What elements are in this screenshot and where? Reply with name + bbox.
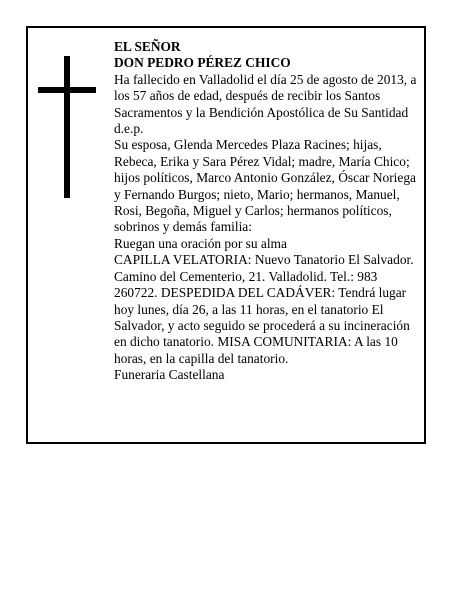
funeral-home: Funeraria Castellana — [114, 367, 225, 383]
notice-title-line1: EL SEÑOR — [114, 39, 181, 54]
latin-cross-icon — [38, 56, 96, 198]
family-list: Su esposa, Glenda Mercedes Plaza Racines; hijas, Rebeca, Erika y Sara Pérez Vidal; madre, María Chico; hijos políticos, Marco Antonio González, Óscar Noriega y Fernando Burgos; nieto, Mario; hermanos, Manuel, Rosi, Begoña, Miguel y Carlos; hermanos políticos, sobrinos y demás familia: — [114, 137, 416, 235]
cross-horizontal-bar — [38, 87, 96, 93]
service-details: CAPILLA VELATORIA: Nuevo Tanatorio El Salvador. Camino del Cementerio, 21. Valladolid. Tel.: 983 260722. DESPEDIDA DEL CADÁVER: Tendrá lugar hoy lunes, día 26, a las 11 horas, en el tanatorio El Salvador, y acto seguido se procederá a su incineración en dicho tanatorio. MISA COMUNITARIA: A las 10 horas, en la capilla del tanatorio. — [114, 252, 414, 366]
death-announcement: Ha fallecido en Valladolid el día 25 de agosto de 2013, a los 57 años de edad, después de recibir los Santos Sacramentos y la Bendición Apostólica de Su Santidad d.e.p. — [114, 71, 417, 137]
notice-title-line2: DON PEDRO PÉREZ CHICO — [114, 55, 291, 71]
notice-text-block — [114, 39, 424, 384]
prayer-request: Ruegan una oración por su alma — [114, 235, 287, 251]
obituary-notice — [26, 26, 426, 444]
cross-vertical-bar — [64, 56, 70, 198]
